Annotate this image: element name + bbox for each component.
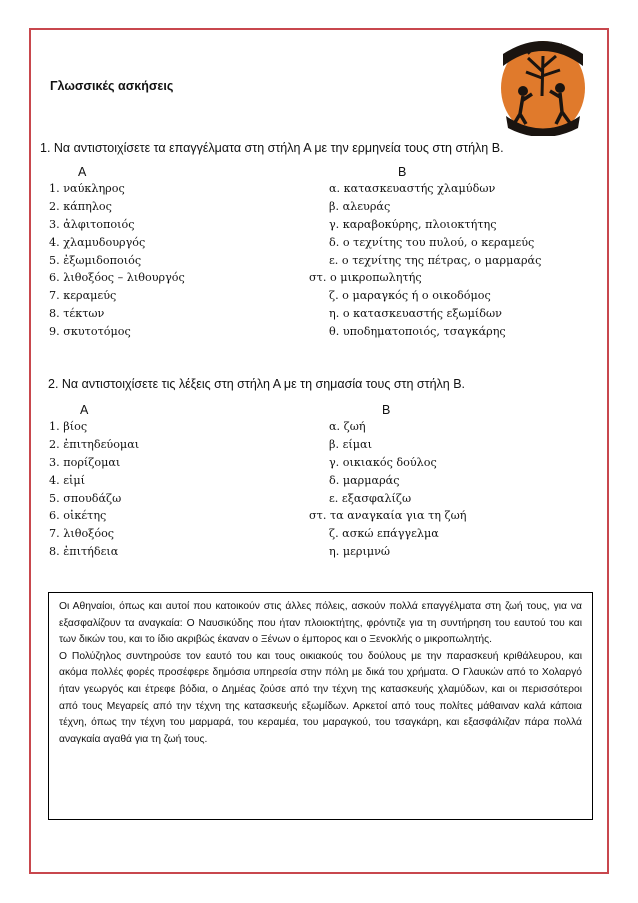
list-item: 8. ἐπιτήδεια xyxy=(49,545,119,559)
list-item: ε. εξασφαλίζω xyxy=(329,491,412,505)
reading-paragraph-1: Οι Αθηναίοι, όπως και αυτοί που κατοικούν στις άλλες πόλεις, ασκούν πολλά επαγγέλματα στη ζωή τους, για να εξασφαλίζουν τα αναγκαία: Ο Ναυσικύδης που ήταν πλοιοκτήτης, φρόντιζε για τη συντήρηση του εαυτού του και των δικών του, και το ίδιο ακριβώς έκαναν ο Ξένων ο έμπορος και ο Ξενοκλής ο μικροπωλητής. xyxy=(59,601,582,646)
list-item: 1. βίος xyxy=(49,420,88,433)
exercise-1-column-a xyxy=(49,180,185,341)
list-item: 9. σκυτοτόμος xyxy=(49,325,131,339)
list-item: 2. κάπηλος xyxy=(49,199,112,213)
list-item: η. ο κατασκευαστής εξωμίδων xyxy=(329,307,502,321)
list-item: γ. οικιακός δούλος xyxy=(329,455,437,469)
list-item: 7. λιθοξόος xyxy=(49,527,115,541)
list-item: ζ. ασκώ επάγγελμα xyxy=(329,527,439,541)
list-item: ε. ο τεχνίτης της πέτρας, ο μαρμαράς xyxy=(329,253,542,267)
list-item: 4. εἰμί xyxy=(49,473,86,487)
list-item: 2. ἐπιτηδεύομαι xyxy=(49,437,140,451)
exercise-2-col-a-header: Α xyxy=(80,403,89,417)
list-item: στ. τα αναγκαία για τη ζωή xyxy=(309,509,467,523)
exercise-2-column-a xyxy=(49,418,139,561)
list-item: 5. ἐξωμιδοποιός xyxy=(49,253,142,267)
list-item: 6. οἰκέτης xyxy=(49,509,107,523)
list-item: β. είμαι xyxy=(329,437,372,451)
page-title: Γλωσσικές ασκήσεις xyxy=(50,79,174,93)
exercise-1-col-b-header: Β xyxy=(398,165,407,179)
exercise-1-col-a-header: Α xyxy=(78,165,87,179)
greek-vase-image xyxy=(498,36,588,136)
list-item: 5. σπουδάζω xyxy=(49,491,122,505)
list-item: στ. ο μικροπωλητής xyxy=(309,271,422,285)
list-item: θ. υποδηματοποιός, τσαγκάρης xyxy=(329,325,506,339)
list-item: η. μεριμνώ xyxy=(329,545,391,559)
list-item: δ. ο τεχνίτης του πυλού, ο κεραμεύς xyxy=(329,235,535,249)
exercise-2-instruction: 2. Να αντιστοιχίσετε τις λέξεις στη στήλη Α με τη σημασία τους στη στήλη Β. xyxy=(48,377,466,391)
exercise-2-column-b xyxy=(309,418,466,561)
list-item: γ. καραβοκύρης, πλοιοκτήτης xyxy=(329,217,497,231)
exercise-1-instruction: 1. Να αντιστοιχίσετε τα επαγγέλματα στη στήλη Α με την ερμηνεία τους στη στήλη Β. xyxy=(40,141,504,155)
list-item: α. κατασκευαστής χλαμύδων xyxy=(329,182,496,195)
reading-paragraph-2: Ο Πολύζηλος συντηρούσε τον εαυτό του και τους οικιακούς του δούλους με την παρασκευή κριθάλευρου, και ακόμα πολλές φορές προσέφερε δημόσια υπηρεσία στην πόλη με δικά του χρήματα. Ο Γλαυκών από το Χολαργό ήταν γεωργός και έτρεφε βόδια, ο Δημέας ζούσε από την τέχνη της κατασκευής χλαμύδων, και οι περισσότεροι από τους Μεγαρείς από την τέχνη της κατασκευής εξωμίδων. Αρκετοί από τους πολίτες μάθαιναν καλά κάποια τέχνη, όπως την τέχνη του μαρμαρά, του κεραμέα, του μαραγκού, του τσαγκάρη, και εξασφάλιζαν πάρα πολλά αναγκαία αγαθά για τη ζωή τους. xyxy=(59,650,582,745)
reading-text-box xyxy=(48,592,593,820)
list-item: ζ. ο μαραγκός ή ο οικοδόμος xyxy=(329,289,491,303)
exercise-2-col-b-header: Β xyxy=(382,403,391,417)
list-item: 4. χλαμυδουργός xyxy=(49,235,146,249)
list-item: 1. ναύκληρος xyxy=(49,182,125,195)
list-item: α. ζωή xyxy=(329,420,366,433)
list-item: 8. τέκτων xyxy=(49,307,105,321)
exercise-1-column-b xyxy=(309,180,542,341)
list-item: 3. πορίζομαι xyxy=(49,455,121,469)
list-item: 6. λιθοξόος – λιθουργός xyxy=(49,271,185,285)
list-item: 7. κεραμεύς xyxy=(49,289,117,303)
list-item: β. αλευράς xyxy=(329,199,391,213)
list-item: 3. ἀλφιτοποιός xyxy=(49,217,135,231)
list-item: δ. μαρμαράς xyxy=(329,473,400,487)
